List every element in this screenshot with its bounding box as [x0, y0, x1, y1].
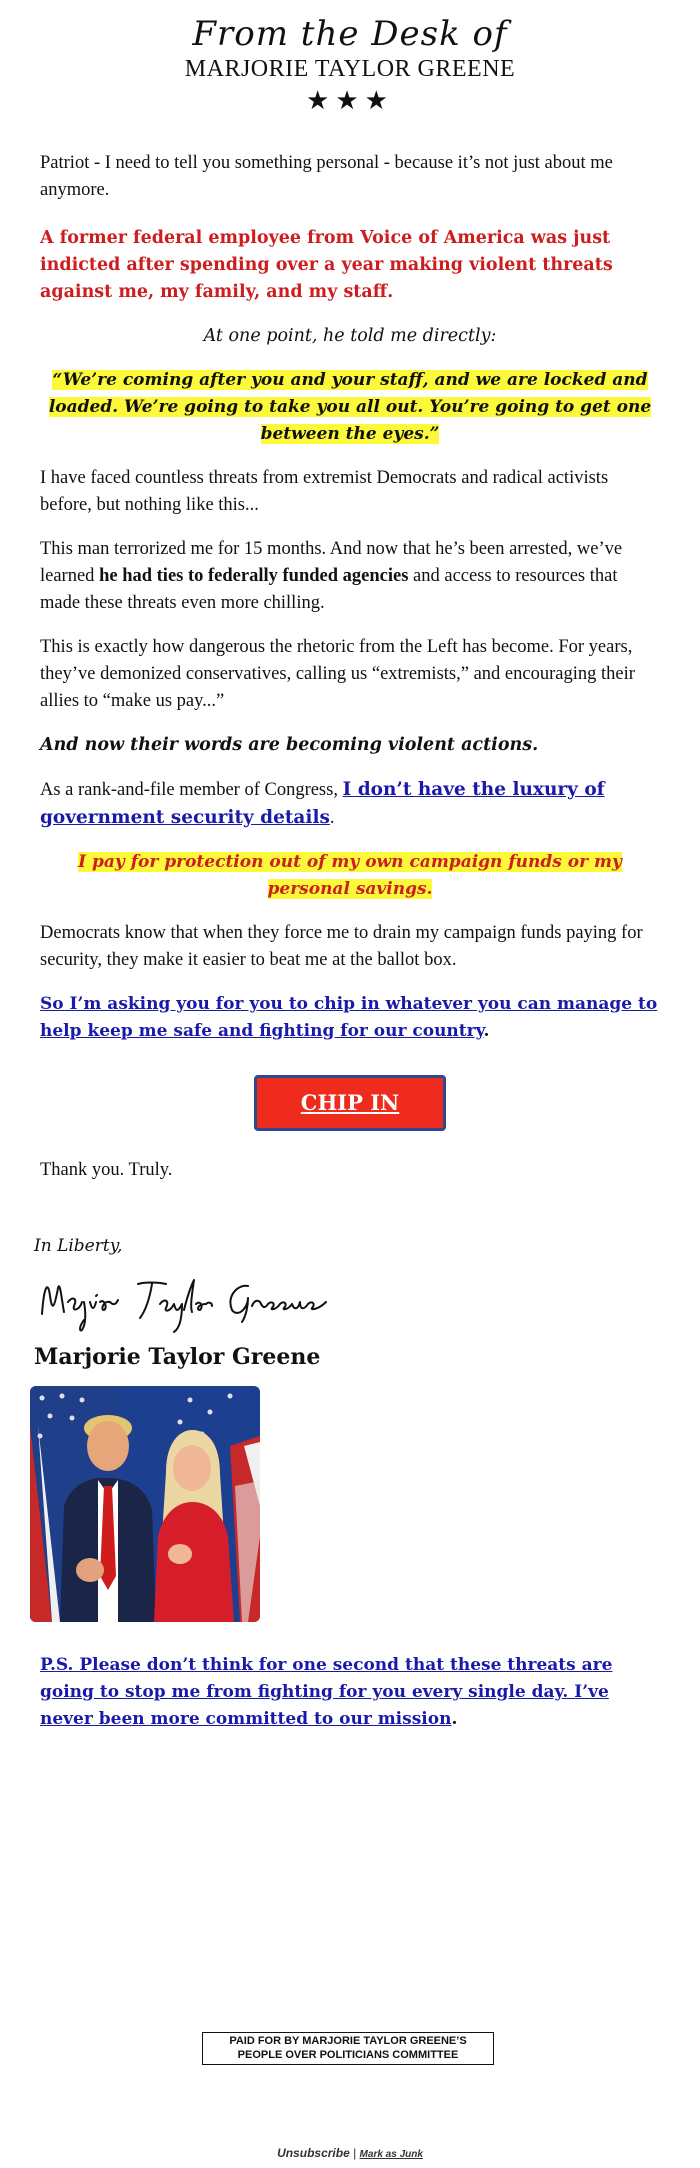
candidate-photo [30, 1386, 260, 1622]
paid-for-line-2: PEOPLE OVER POLITICIANS COMMITTEE [237, 2049, 459, 2061]
terrorized-paragraph: This man terrorized me for 15 months. And now that he’s been arrested, we’ve learned he had ties to federally funded agencies and access to resources that made these threats even more chilling. [40, 539, 623, 613]
chip-in-ask-paragraph: So I’m asking you for you to chip in whatever you can manage to help keep me safe and fighting for our country. [40, 994, 658, 1041]
indictment-paragraph: A former federal employee from Voice of America was just indicted after spending over a year making violent threats against me, my family, and my staff. [40, 228, 613, 302]
email-body [40, 150, 660, 1184]
thank-you-line: Thank you. Truly. [40, 1160, 173, 1180]
email-footer [0, 2146, 700, 2160]
from-desk-heading: From the Desk of [192, 14, 508, 54]
paid-for-line-1: PAID FOR BY MARJORIE TAYLOR GREENE’S [229, 2035, 467, 2047]
header-name: MARJORIE TAYLOR GREENE [184, 56, 516, 82]
cta-wrapper [40, 1075, 660, 1131]
campaign-funds-line: I pay for protection out of my own campaign funds or my personal savings. [78, 852, 622, 899]
security-paragraph: As a rank-and-file member of Congress, I don’t have the luxury of government security details. [40, 779, 605, 828]
violent-actions-line: And now their words are becoming violent actions. [40, 735, 539, 755]
stars-icon: ★★★ [306, 86, 394, 116]
federal-ties-bold: he had ties to federally funded agencies [99, 566, 409, 586]
told-directly-line: At one point, he told me directly: [203, 326, 497, 346]
chip-in-button[interactable]: CHIP IN [254, 1075, 446, 1131]
signer-name: Marjorie Taylor Greene [34, 1344, 321, 1370]
drain-funds-paragraph: Democrats know that when they force me to drain my campaign funds paying for security, they make it easier to beat me at the ballot box. [40, 923, 643, 970]
in-liberty-line: In Liberty, [34, 1236, 123, 1256]
ps-link[interactable]: P.S. Please don’t think for one second that these threats are going to stop me from fighting for you every single day. I’ve never been more committed to our mission [40, 1655, 613, 1729]
unsubscribe-link[interactable]: Unsubscribe [277, 2146, 350, 2160]
photo-illustration [30, 1386, 260, 1622]
signoff-block [34, 1236, 674, 1370]
security-details-link[interactable]: I don’t have the luxury of government security details [40, 779, 605, 828]
threat-quote-text: “We’re coming after you and your staff, and we are locked and loaded. We’re going to take you all out. You’re going to get one between the eyes.” [48, 370, 652, 444]
mark-as-junk-link[interactable]: Mark as Junk [359, 2149, 423, 2160]
paid-for-disclaimer [202, 2032, 494, 2065]
threats-paragraph: I have faced countless threats from extremist Democrats and radical activists before, but nothing like this... [40, 468, 609, 515]
intro-paragraph: Patriot - I need to tell you something personal - because it’s not just about me anymore. [40, 153, 613, 200]
ps-paragraph: P.S. Please don’t think for one second that these threats are going to stop me from fighting for you every single day. I’ve never been more committed to our mission. [40, 1655, 613, 1729]
rhetoric-paragraph: This is exactly how dangerous the rhetoric from the Left has become. For years, they’ve demonized conservatives, calling us “extremists,” and encouraging their allies to “make us pay...” [40, 637, 635, 711]
threat-quote [40, 367, 660, 448]
chip-in-ask-link[interactable]: So I’m asking you for you to chip in whatever you can manage to help keep me safe and fighting for our country [40, 994, 658, 1041]
email-header [0, 0, 700, 120]
footer-separator: | [349, 2146, 360, 2160]
signature-image [34, 1266, 334, 1336]
